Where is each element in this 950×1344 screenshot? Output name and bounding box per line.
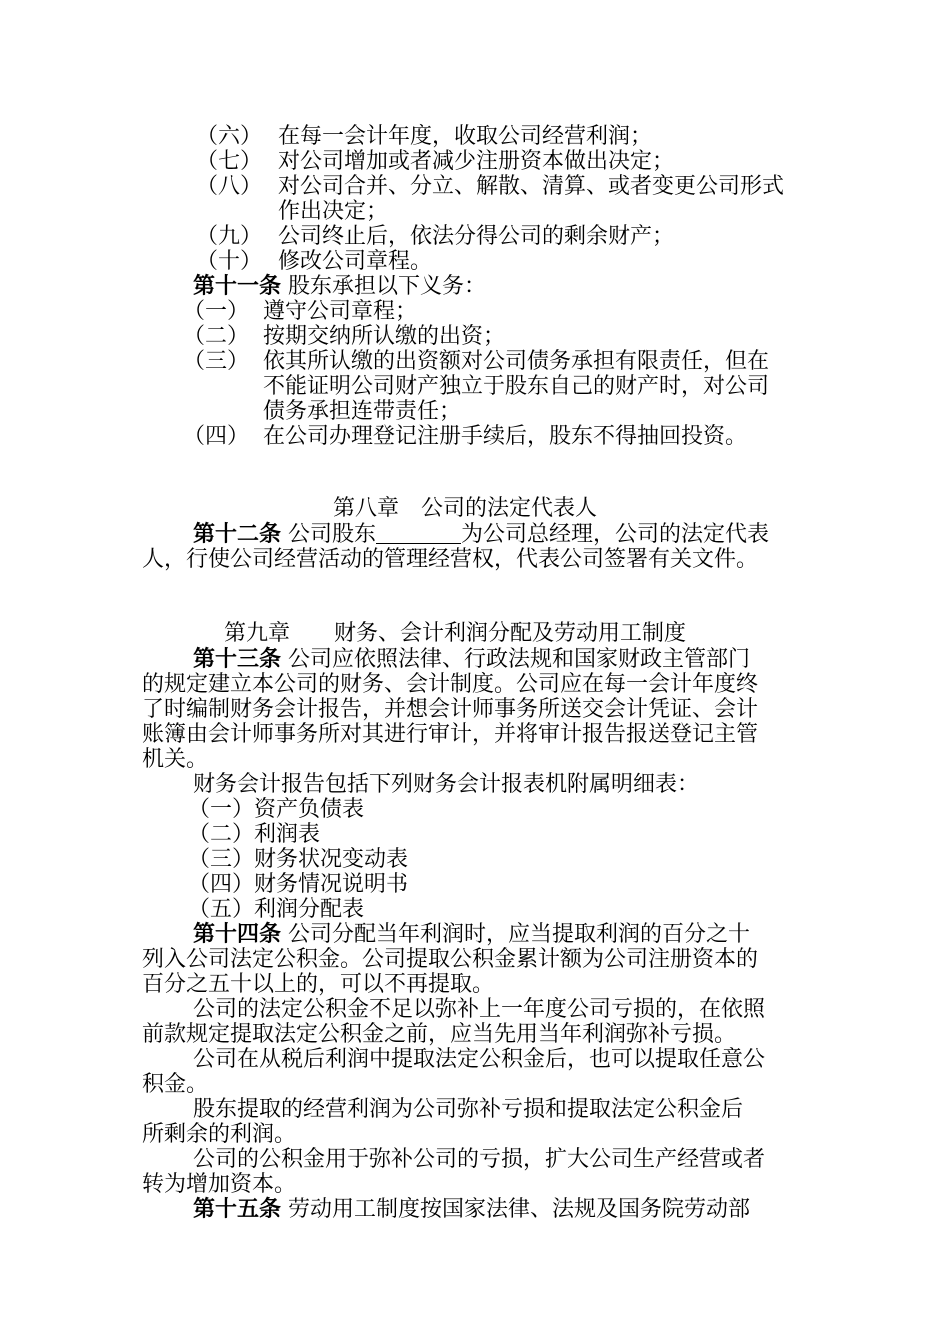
article-13: [193, 647, 750, 672]
list-number: （十）: [196, 249, 263, 274]
paragraph-line: 前款规定提取法定公积金之前，应当先用当年利润弥补亏损。: [142, 1022, 737, 1047]
report-item: （四）财务情况说明书: [188, 872, 409, 897]
article-text: 公司分配当年利润时，应当提取利润的百分之十: [288, 922, 751, 947]
list-item: [183, 349, 770, 374]
list-item: [196, 249, 433, 274]
paragraph-line: 积金。: [142, 1072, 209, 1097]
chapter-heading: 第八章 公司的法定代表人: [333, 496, 598, 521]
list-item: [183, 299, 418, 324]
list-item: [196, 124, 653, 149]
list-number: （七）: [196, 149, 263, 174]
article-12: [193, 522, 769, 547]
list-text: 对公司增加或者减少注册资本做出决定；: [278, 149, 675, 174]
article-label: 第十一条: [193, 273, 282, 299]
article-text-line: 人，行使公司经营活动的管理经营权，代表公司签署有关文件。: [142, 547, 759, 572]
paragraph-line: 公司的公积金用于弥补公司的亏损，扩大公司生产经营或者: [193, 1147, 766, 1172]
list-text: 按期交纳所认缴的出资；: [263, 324, 506, 349]
article-text-line: 账簿由会计师事务所对其进行审计，并将审计报告报送登记主管: [142, 722, 759, 747]
report-item: （二）利润表: [188, 822, 321, 847]
report-item: （三）财务状况变动表: [188, 847, 409, 872]
report-item: （一）资产负债表: [188, 797, 365, 822]
article-text: 公司股东: [288, 522, 377, 547]
list-item: [196, 174, 785, 199]
article-15: [193, 1197, 750, 1222]
report-item: （五）利润分配表: [188, 897, 365, 922]
list-text: 修改公司章程。: [278, 249, 433, 274]
article-text: 劳动用工制度按国家法律、法规及国务院劳动部: [288, 1197, 751, 1222]
fill-in-blank: [376, 523, 461, 544]
list-number: （一）: [183, 299, 250, 324]
list-item: [196, 224, 675, 249]
list-text: 对公司合并、分立、解散、清算、或者变更公司形式: [278, 174, 785, 199]
article-text: 公司应依照法律、行政法规和国家财政主管部门: [288, 647, 751, 672]
article-label: 第十三条: [193, 646, 282, 672]
paragraph-line: 公司的法定公积金不足以弥补上一年度公司亏损的，在依照: [193, 997, 766, 1022]
list-text-continuation: 债务承担连带责任；: [263, 399, 462, 424]
list-number: （九）: [196, 224, 263, 249]
list-item: [183, 324, 506, 349]
article-11: [193, 274, 486, 299]
list-text: 在每一会计年度，收取公司经营利润；: [278, 124, 653, 149]
article-text-line: 机关。: [142, 747, 209, 772]
list-text-continuation: 不能证明公司财产独立于股东自己的财产时，对公司: [263, 374, 770, 399]
article-text-line: 财务会计报告包括下列财务会计报表机附属明细表：: [193, 772, 700, 797]
list-text: 遵守公司章程；: [263, 299, 418, 324]
list-text: 公司终止后，依法分得公司的剩余财产；: [278, 224, 675, 249]
list-text: 在公司办理登记注册手续后，股东不得抽回投资。: [263, 424, 748, 449]
article-label: 第十五条: [193, 1196, 282, 1222]
article-label: 第十四条: [193, 921, 282, 947]
article-text: 股东承担以下义务：: [288, 274, 487, 299]
paragraph-line: 股东提取的经营利润为公司弥补亏损和提取法定公积金后: [193, 1097, 744, 1122]
article-text-line: 列入公司法定公积金。公司提取公积金累计额为公司注册资本的: [142, 947, 759, 972]
article-14: [193, 922, 750, 947]
article-text: 为公司总经理，公司的法定代表: [461, 522, 770, 547]
list-number: （八）: [196, 174, 263, 199]
paragraph-line: 所剩余的利润。: [142, 1122, 297, 1147]
list-item: [183, 424, 748, 449]
article-text-line: 了时编制财务会计报告，并想会计师事务所送交会计凭证、会计: [142, 697, 759, 722]
article-text-line: 百分之五十以上的，可以不再提取。: [142, 972, 495, 997]
list-text-continuation: 作出决定；: [278, 199, 389, 224]
chapter-heading: 第九章 财务、会计利润分配及劳动用工制度: [224, 621, 687, 646]
list-number: （二）: [183, 324, 250, 349]
list-number: （四）: [183, 424, 250, 449]
paragraph-line: 公司在从税后利润中提取法定公积金后，也可以提取任意公: [193, 1047, 766, 1072]
list-item: [196, 149, 675, 174]
article-label: 第十二条: [193, 521, 282, 547]
article-text-line: 的规定建立本公司的财务、会计制度。公司应在每一会计年度终: [142, 672, 759, 697]
list-text: 依其所认缴的出资额对公司债务承担有限责任，但在: [263, 349, 770, 374]
list-number: （三）: [183, 349, 250, 374]
list-number: （六）: [196, 124, 263, 149]
paragraph-line: 转为增加资本。: [142, 1172, 297, 1197]
